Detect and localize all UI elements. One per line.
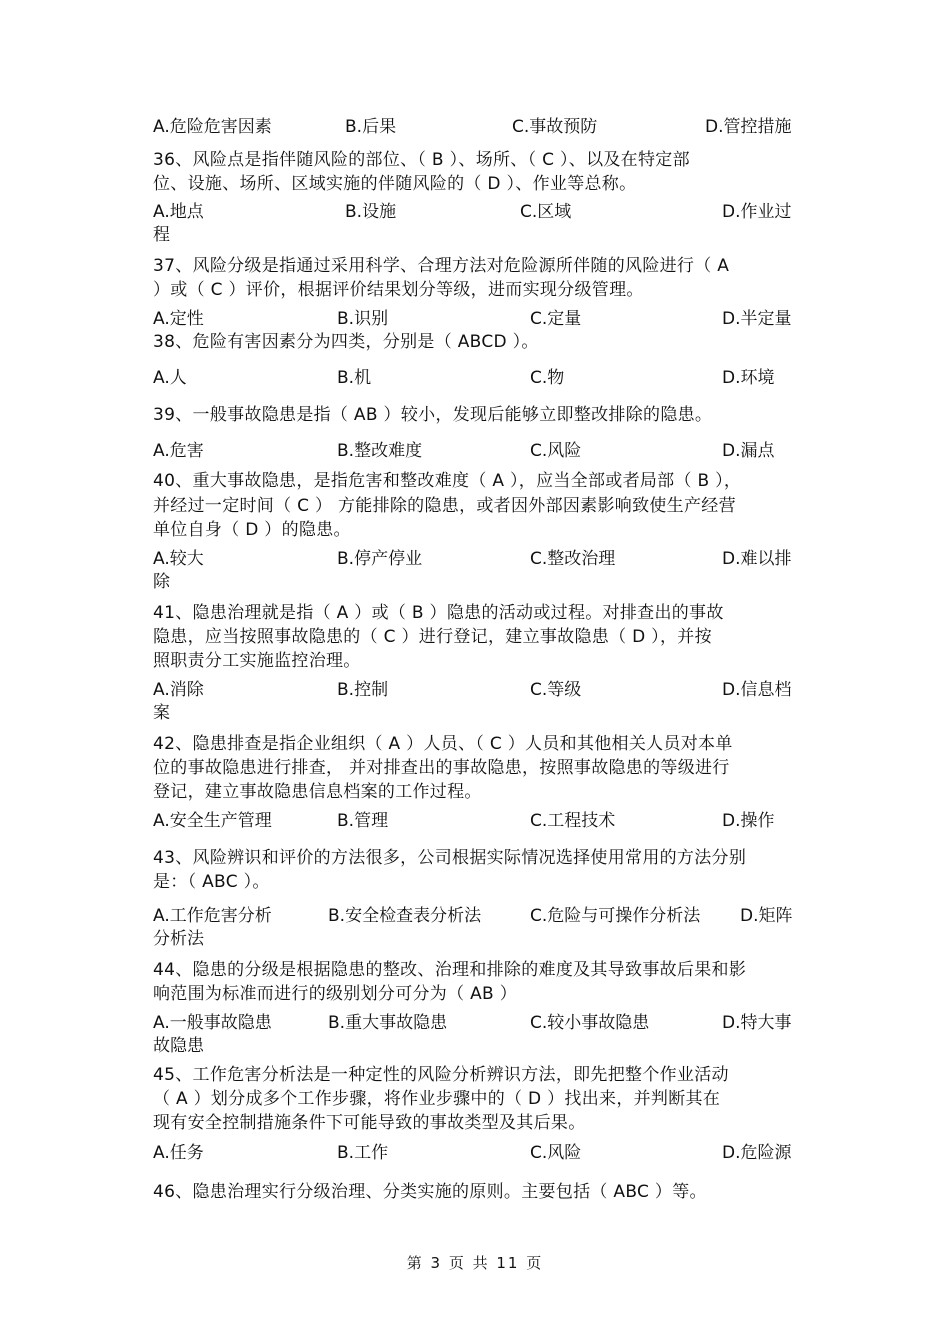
- option-b: B.管理: [337, 811, 389, 831]
- option-c: C.风险: [530, 1143, 582, 1163]
- option-a: A.消除: [153, 680, 204, 700]
- question-text-line: 44、隐患的分级是根据隐患的整改、治理和排除的难度及其导致事故后果和影: [153, 960, 747, 980]
- question-text-line: 照职责分工实施监控治理。: [153, 651, 361, 671]
- option-d: D.管控措施: [705, 117, 792, 137]
- option-b: B.工作: [337, 1143, 389, 1163]
- option-d: D.环境: [722, 368, 775, 388]
- option-wrap: 程: [153, 225, 170, 245]
- option-c: C.定量: [530, 309, 582, 329]
- question-text-line: ）或（ C ）评价，根据评价结果划分等级，进而实现分级管理。: [153, 280, 644, 300]
- option-a: A.较大: [153, 549, 204, 569]
- option-a: A.任务: [153, 1143, 204, 1163]
- question-text-line: 40、重大事故隐患，是指危害和整改难度（ A ），应当全部或者局部（ B ），: [153, 471, 742, 491]
- option-b: B.控制: [337, 680, 389, 700]
- question-text-line: 是：（ ABC ）。: [153, 872, 270, 892]
- question-text-line: 响范围为标准而进行的级别划分可分为（ AB ）: [153, 984, 517, 1004]
- option-b: B.后果: [345, 117, 397, 137]
- question-text-line: （ A ）划分成多个工作步骤，将作业步骤中的（ D ）找出来，并判断其在: [153, 1089, 721, 1109]
- question-text-line: 位的事故隐患进行排查， 并对排查出的事故隐患，按照事故隐患的等级进行: [153, 758, 730, 778]
- option-a: A.工作危害分析: [153, 906, 272, 926]
- question-text-line: 39、一般事故隐患是指（ AB ）较小，发现后能够立即整改排除的隐患。: [153, 405, 713, 425]
- option-c: C.工程技术: [530, 811, 616, 831]
- question-text-line: 登记，建立事故隐患信息档案的工作过程。: [153, 782, 482, 802]
- question-text-line: 41、隐患治理就是指（ A ）或（ B ）隐患的活动或过程。对排查出的事故: [153, 603, 724, 623]
- question-text-line: 38、危险有害因素分为四类，分别是（ ABCD ）。: [153, 332, 539, 352]
- option-wrap: 案: [153, 703, 170, 723]
- option-b: B.安全检查表分析法: [328, 906, 482, 926]
- option-d: D.信息档: [722, 680, 792, 700]
- option-a: A.定性: [153, 309, 204, 329]
- option-a: A.安全生产管理: [153, 811, 272, 831]
- question-text-line: 现有安全控制措施条件下可能导致的事故类型及其后果。: [153, 1113, 586, 1133]
- option-d: D.危险源: [722, 1143, 792, 1163]
- option-b: B.停产停业: [337, 549, 423, 569]
- option-a: A.危险危害因素: [153, 117, 272, 137]
- option-b: B.识别: [337, 309, 389, 329]
- option-wrap: 故隐患: [153, 1036, 204, 1056]
- question-text-line: 位、设施、场所、区域实施的伴随风险的（ D ）、作业等总称。: [153, 174, 637, 194]
- question-text-line: 43、风险辨识和评价的方法很多，公司根据实际情况选择使用常用的方法分别: [153, 848, 747, 868]
- option-c: C.较小事故隐患: [530, 1013, 650, 1033]
- option-c: C.等级: [530, 680, 582, 700]
- option-b: B.重大事故隐患: [328, 1013, 448, 1033]
- option-a: A.危害: [153, 441, 204, 461]
- option-c: C.物: [530, 368, 565, 388]
- option-wrap: 分析法: [153, 929, 204, 949]
- question-text-line: 42、隐患排查是指企业组织（ A ）人员、（ C ）人员和其他相关人员对本单: [153, 734, 733, 754]
- option-a: A.人: [153, 368, 187, 388]
- option-a: A.一般事故隐患: [153, 1013, 272, 1033]
- option-d: D.特大事: [722, 1013, 792, 1033]
- option-c: C.风险: [530, 441, 582, 461]
- option-c: C.事故预防: [512, 117, 598, 137]
- option-wrap: 除: [153, 572, 170, 592]
- option-b: B.机: [337, 368, 372, 388]
- option-c: C.区域: [520, 202, 572, 222]
- option-c: C.危险与可操作分析法: [530, 906, 701, 926]
- question-text-line: 隐患，应当按照事故隐患的（ C ）进行登记，建立事故隐患（ D ），并按: [153, 627, 712, 647]
- option-c: C.整改治理: [530, 549, 616, 569]
- option-d: D.半定量: [722, 309, 792, 329]
- question-text-line: 37、风险分级是指通过采用科学、合理方法对危险源所伴随的风险进行（ A: [153, 256, 730, 276]
- option-b: B.整改难度: [337, 441, 423, 461]
- page-number-footer: 第 3 页 共 11 页: [406, 1254, 544, 1272]
- option-a: A.地点: [153, 202, 204, 222]
- option-d: D.矩阵: [740, 906, 793, 926]
- option-d: D.难以排: [722, 549, 792, 569]
- option-d: D.作业过: [722, 202, 792, 222]
- question-text-line: 单位自身（ D ）的隐患。: [153, 520, 351, 540]
- option-d: D.漏点: [722, 441, 775, 461]
- question-text-line: 36、风险点是指伴随风险的部位、（ B ）、场所、（ C ）、以及在特定部: [153, 150, 690, 170]
- option-d: D.操作: [722, 811, 775, 831]
- question-text-line: 46、隐患治理实行分级治理、分类实施的原则。主要包括（ ABC ）等。: [153, 1182, 707, 1202]
- option-b: B.设施: [345, 202, 397, 222]
- question-text-line: 并经过一定时间（ C ） 方能排除的隐患，或者因外部因素影响致使生产经营: [153, 496, 736, 516]
- question-text-line: 45、工作危害分析法是一种定性的风险分析辨识方法，即先把整个作业活动: [153, 1065, 729, 1085]
